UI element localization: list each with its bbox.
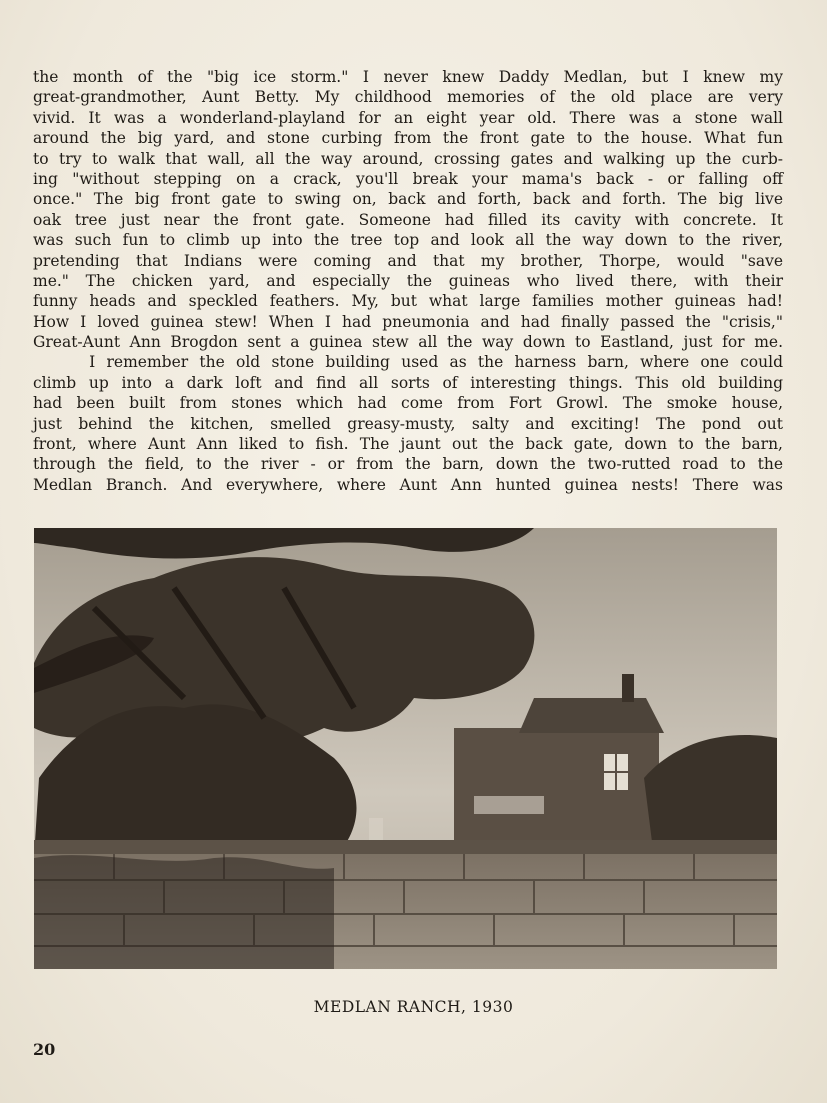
text-line: oak tree just near the front gate. Someone had filled its cavity with concrete. It [33, 210, 783, 229]
text-line: funny heads and speckled feathers. My, but what large families mother guineas had! [33, 292, 783, 311]
text-line: just behind the kitchen, smelled greasy-musty, salty and exciting! The pond out [33, 414, 783, 433]
text-line: climb up into a dark loft and find all sorts of interesting things. This old building [33, 373, 783, 392]
text-line: front, where Aunt Ann liked to fish. The jaunt out the back gate, down to the barn, [33, 435, 783, 454]
text-line: Medlan Branch. And everywhere, where Aunt Ann hunted guinea nests! There was [33, 475, 783, 494]
text-line: ing "without stepping on a crack, you'll break your mama's back - or falling off [33, 169, 783, 188]
text-line: Great-Aunt Ann Brogdon sent a guinea stew all the way down to Eastland, just for me. [33, 333, 783, 352]
text-line: vivid. It was a wonderland-playland for an eight year old. There was a stone wall [33, 108, 783, 127]
text-line: through the field, to the river - or from the barn, down the two-rutted road to the [33, 455, 783, 474]
stone-wall [34, 840, 777, 969]
text-line: I remember the old stone building used as the harness barn, where one could [33, 353, 783, 372]
photo-caption: MEDLAN RANCH, 1930 [313, 998, 514, 1016]
text-line: great-grandmother, Aunt Betty. My childhood memories of the old place are very [33, 88, 783, 107]
text-line: once." The big front gate to swing on, back and forth, back and forth. The big live [33, 190, 783, 209]
body-text [33, 67, 783, 495]
text-line: to try to walk that wall, all the way around, crossing gates and walking up the curb- [33, 149, 783, 168]
text-line: the month of the "big ice storm." I never knew Daddy Medlan, but I knew my [33, 68, 783, 86]
text-line: me." The chicken yard, and especially the guineas who lived there, with their [33, 271, 783, 290]
page-number: 20 [33, 1040, 56, 1059]
text-line: How I loved guinea stew! When I had pneumonia and had finally passed the "crisis," [33, 312, 783, 331]
text-line: was such fun to climb up into the tree top and look all the way down to the river, [33, 231, 783, 250]
ranch-house-photo [34, 528, 777, 969]
text-line: pretending that Indians were coming and that my brother, Thorpe, would "save [33, 251, 783, 270]
text-line: around the big yard, and stone curbing from the front gate to the house. What fun [33, 129, 783, 148]
text-line: had been built from stones which had come from Fort Growl. The smoke house, [33, 394, 783, 413]
